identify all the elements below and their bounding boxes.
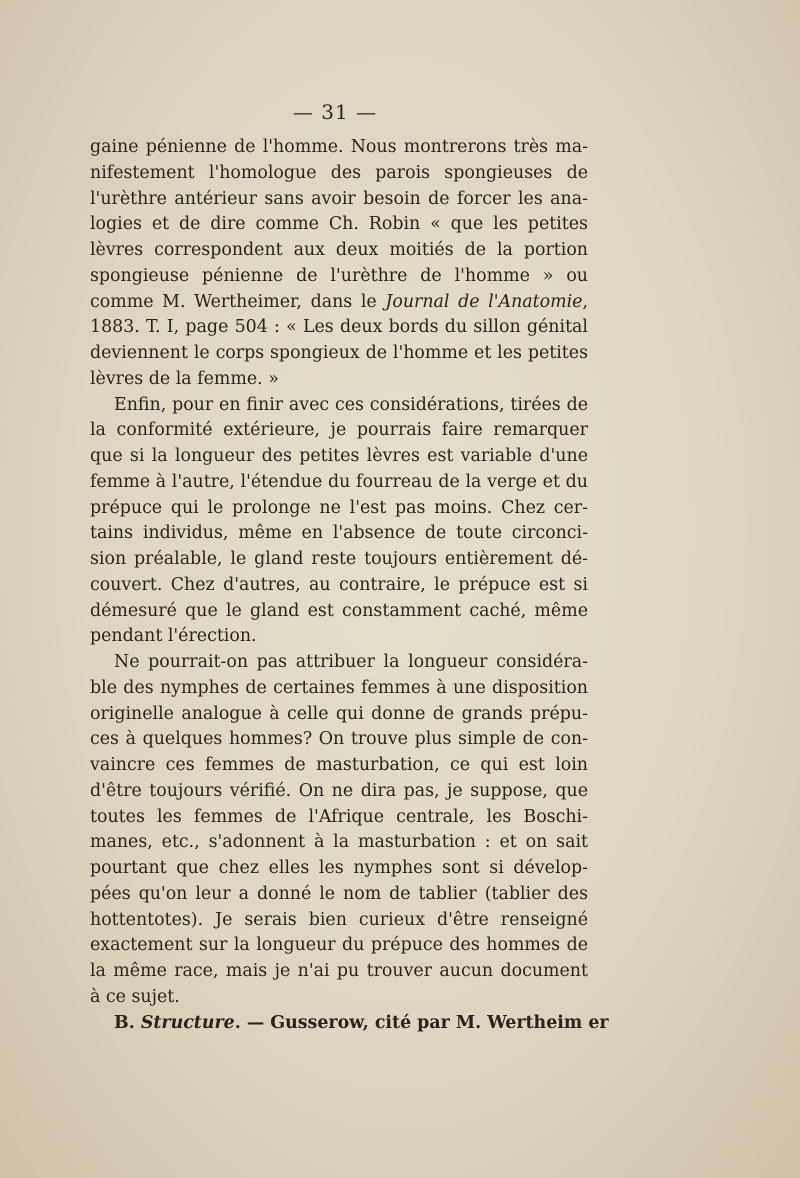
text-line: à ce sujet. (90, 986, 180, 1007)
text-line: démesuré que le gland est constamment caché, même (90, 600, 588, 621)
text-block (90, 135, 609, 1036)
text-line: 1883. T. I, page 504 : « Les deux bords du sillon génital (90, 317, 588, 338)
text-segment: . — Gusserow, cité par M. Wertheim er (234, 1012, 609, 1033)
text-line: deviennent le corps spongieux de l'homme et les petites (90, 343, 588, 363)
text-line: l'urèthre antérieur sans avoir besoin de forcer les ana- (90, 188, 588, 209)
text-line: ces à quelques hommes? On trouve plus simple de con- (90, 729, 588, 750)
text-line: gaine pénienne de l'homme. Nous montrerons très ma- (90, 137, 588, 157)
text-line: originelle analogue à celle qui donne de grands prépu- (90, 703, 588, 724)
text-segment: B. (114, 1012, 141, 1033)
text-segment: comme M. Wertheimer, dans le (90, 291, 386, 312)
text-line: Enfin, pour en finir avec ces considérations, tirées de (114, 394, 588, 415)
text-line: pendant l'érection. (90, 626, 257, 647)
text-line: hottentotes). Je serais bien curieux d'être renseigné (90, 909, 588, 930)
text-line: femme à l'autre, l'étendue du fourreau de la verge et du (90, 471, 588, 492)
text-line: logies et de dire comme Ch. Robin « que les petites (90, 214, 588, 235)
text-line: toutes les femmes de l'Afrique centrale, les Boschi- (90, 806, 588, 827)
text-line: la même race, mais je n'ai pu trouver aucun document (90, 961, 588, 981)
text-line: manes, etc., s'adonnent à la masturbation : et on sait (90, 832, 588, 853)
text-line: tains individus, même en l'absence de toute circonci- (90, 523, 588, 544)
text-line (90, 1011, 609, 1037)
text-line: la conformité extérieure, je pourrais faire remarquer (90, 420, 588, 441)
text-line: ble des nymphes de certaines femmes à une disposition (90, 677, 588, 698)
text-segment: , (582, 291, 588, 312)
text-line: Ne pourrait-on pas attribuer la longueur considéra- (114, 652, 588, 672)
text-line: vaincre ces femmes de masturbation, ce qui est loin (90, 755, 588, 775)
text-line: lèvres correspondent aux deux moitiés de la portion (90, 240, 588, 260)
text-line: sion préalable, le gland reste toujours entièrement dé- (90, 549, 588, 569)
italic-title: Structure (140, 1012, 235, 1033)
text-line: prépuce qui le prolonge ne l'est pas moins. Chez cer- (90, 497, 588, 518)
text-line: pourtant que chez elles les nymphes sont si dévelop- (90, 858, 588, 878)
text-line: d'être toujours vérifié. On ne dira pas, je suppose, que (90, 780, 588, 801)
text-line: exactement sur la longueur du prépuce des hommes de (90, 935, 588, 956)
italic-title: Journal de l'Anatomie (385, 291, 583, 312)
text-line: spongieuse pénienne de l'urèthre de l'homme » ou (90, 265, 588, 286)
page-number: — 31 — (292, 100, 378, 124)
text-line: nifestement l'homologue des parois spongieuses de (90, 162, 588, 183)
text-line: lèvres de la femme. » (90, 368, 279, 389)
text-line (90, 290, 588, 316)
text-line: que si la longueur des petites lèvres est variable d'une (90, 446, 588, 466)
text-line: couvert. Chez d'autres, au contraire, le prépuce est si (90, 574, 588, 595)
text-line: pées qu'on leur a donné le nom de tablier (tablier des (90, 883, 588, 904)
